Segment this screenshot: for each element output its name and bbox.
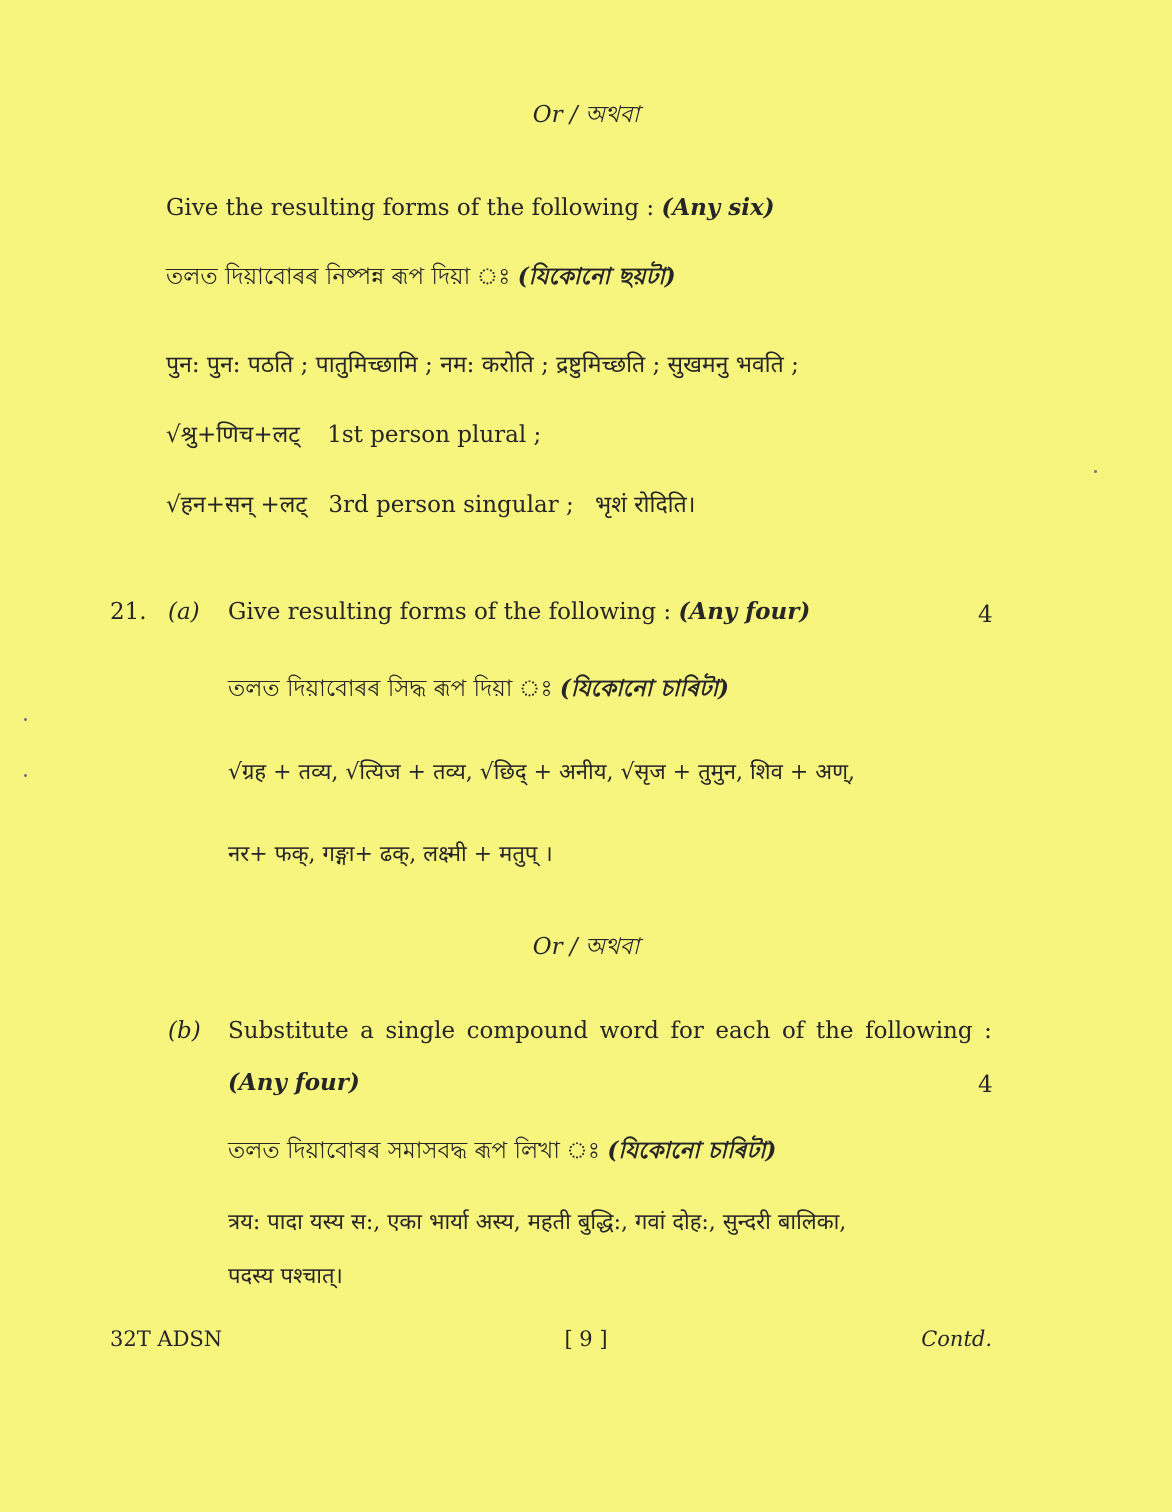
or-divider-top: Or / অথবা: [532, 102, 640, 128]
scan-speck: [24, 718, 27, 721]
q21a-instruction-as-note: (যিকোনো চাৰিটা): [559, 675, 729, 702]
q21a-instruction-en: [228, 597, 810, 627]
q21b-instruction-word: compound: [466, 1018, 589, 1044]
q21b-line-1: त्रय: पादा यस्य स:, एका भार्या अस्य, महती बुद्धि:, गवां दोह:, सुन्दरी बालिका,: [228, 1210, 847, 1235]
s20b-instruction-as-text: তলত দিয়াবোৰৰ নিষ্পন্ন ৰূপ দিয়া ঃ: [166, 264, 511, 290]
s20b-line-3-end: भृशं रोदिति।: [595, 492, 696, 518]
q21b-instruction-word: Substitute: [228, 1018, 349, 1044]
s20b-instruction-en: [166, 193, 775, 223]
q21b-instruction-word: word: [599, 1018, 659, 1044]
q21a-instruction-en-text: Give resulting forms of the following :: [228, 599, 672, 625]
s20b-line-3-sanskrit: √हन+सन् +लट्: [166, 492, 307, 518]
q21b-label: (b): [168, 1018, 201, 1044]
s20b-line-2-english: 1st person plural ;: [327, 422, 542, 448]
s20b-line-1: पुन: पुन: पठति ; पातुमिच्छामि ; नम: करोति ; द्रष्टुमिच्छति ; सुखमनु भवति ;: [166, 352, 799, 378]
q21a-label: (a): [168, 599, 200, 625]
s20b-line-3-english: 3rd person singular ;: [328, 492, 574, 518]
q21b-instruction-word: for: [670, 1018, 704, 1044]
q21b-instruction-note: (Any four): [228, 1069, 360, 1096]
q21b-marks: 4: [978, 1072, 993, 1098]
s20b-instruction-en-text: Give the resulting forms of the following :: [166, 195, 655, 221]
q21b-instruction-as-text: তলত দিয়াবোৰৰ সমাসবদ্ধ ৰূপ লিখা ঃ: [228, 1138, 601, 1164]
s20b-line-2-sanskrit: √श्रु+णिच+लट्: [166, 422, 300, 448]
scan-speck: [24, 774, 27, 777]
q21b-instruction-as: [228, 1136, 776, 1166]
scan-speck: [1094, 470, 1097, 473]
footer-contd: Contd.: [921, 1327, 992, 1351]
s20b-line-2: [166, 420, 541, 450]
q21b-instruction-word: single: [385, 1018, 456, 1044]
s20b-instruction-as-note: (যিকোনো ছয়টা): [517, 263, 676, 290]
q21a-instruction-en-note: (Any four): [678, 598, 811, 625]
q21b-instruction-word: of: [781, 1018, 805, 1044]
q21a-line-2: नर+ फक्, गङ्गा+ ढक्, लक्ष्मी + मतुप् ।: [228, 842, 553, 867]
q21b-line-2: पदस्य पश्चात्।: [228, 1264, 343, 1289]
q21b-instruction-word: each: [715, 1018, 771, 1044]
s20b-line-3: [166, 490, 695, 520]
footer-paper-code: 32T ADSN: [110, 1327, 223, 1351]
q21-number: 21.: [110, 599, 147, 625]
q21b-instruction-as-note: (যিকোনো চাৰিটা): [607, 1137, 777, 1164]
footer-page-number: [ 9 ]: [564, 1327, 608, 1351]
q21a-marks: 4: [978, 602, 993, 628]
q21a-line-1: √ग्रह + तव्य, √त्यिज + तव्य, √छिद् + अनीय, √सृज + तुमुन, शिव + अण्,: [228, 760, 855, 785]
or-divider-middle: Or / অথবা: [532, 934, 640, 960]
s20b-instruction-en-note: (Any six): [661, 194, 775, 221]
q21b-instruction-word: following: [865, 1018, 973, 1044]
q21b-instruction-en: [228, 1016, 992, 1046]
q21b-instruction-word: :: [984, 1018, 992, 1044]
q21b-instruction-word: a: [360, 1018, 374, 1044]
q21b-instruction-word: the: [815, 1018, 854, 1044]
q21a-instruction-as-text: তলত দিয়াবোৰৰ সিদ্ধ ৰূপ দিয়া ঃ: [228, 676, 553, 702]
s20b-instruction-as: [166, 262, 676, 292]
q21a-instruction-as: [228, 674, 729, 704]
